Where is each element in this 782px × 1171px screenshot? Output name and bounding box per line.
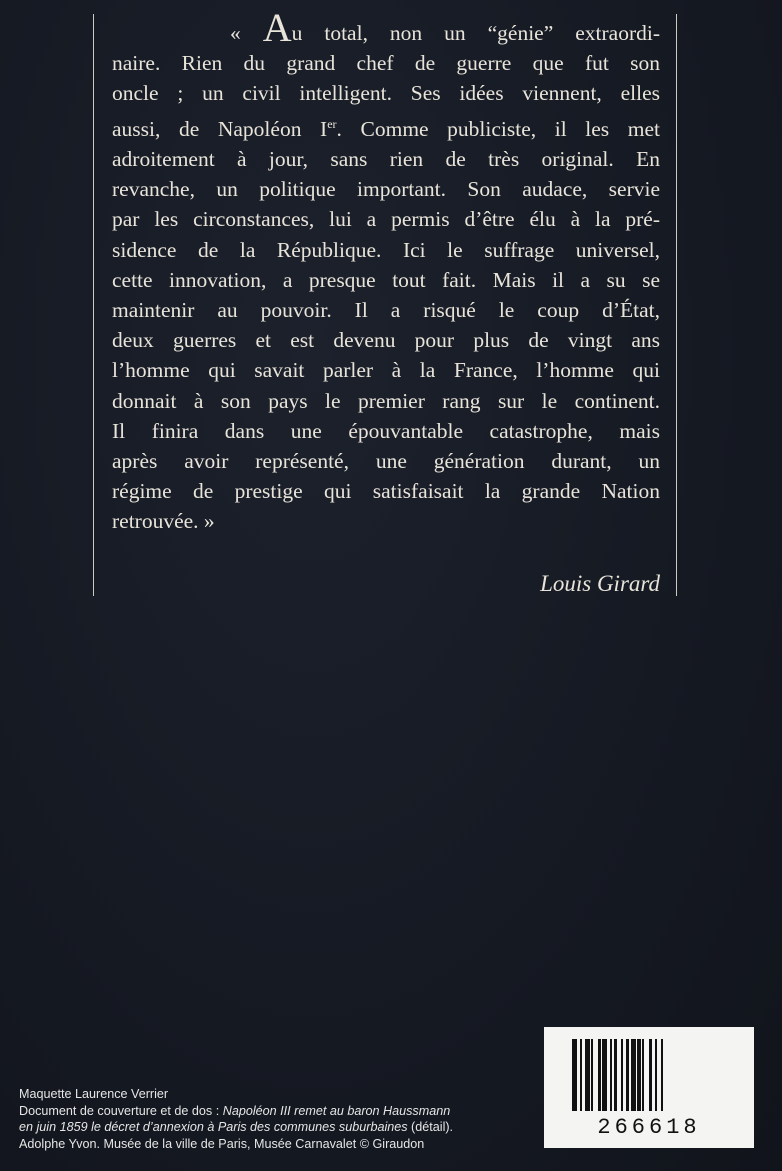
barcode-label xyxy=(544,1027,754,1148)
credits-line-2-prefix: Document de couverture et de dos : xyxy=(19,1103,223,1118)
quote-line-15: après avoir représenté, une génération durant, un xyxy=(112,449,660,473)
left-rule xyxy=(93,14,94,596)
credits-line-2-title: Napoléon III remet au baron Haussmann xyxy=(222,1103,451,1118)
quote-line-17: retrouvée. » xyxy=(112,509,215,534)
quote-line-2: naire. Rien du grand chef de guerre que fut son xyxy=(112,51,660,76)
quote-block xyxy=(112,5,661,537)
superscript-er: er xyxy=(327,116,337,131)
quote-line-4-end: . Comme publiciste, il les met xyxy=(336,116,660,141)
initial-letter: A xyxy=(262,5,292,50)
quote-line-13: donnait à son pays le premier rang sur le continent. xyxy=(112,388,660,413)
quote-line-10: maintenir au pouvoir. Il a risqué le coup d’État, xyxy=(112,297,660,322)
quote-line-1-text: u total, non un “génie” extraordi- xyxy=(291,21,661,45)
credits-line-3 xyxy=(19,1119,539,1136)
credits-line-2 xyxy=(19,1103,539,1120)
credits-line-4: Adolphe Yvon. Musée de la ville de Paris, Musée Carnavalet © Giraudon xyxy=(19,1136,425,1151)
quote-line-11: deux guerres et est devenu pour plus de vingt ans xyxy=(112,328,660,353)
credits-line-3-title: en juin 1859 le décret d’annexion à Paris des communes suburbaines xyxy=(19,1120,408,1134)
quote-line-4-start: aussi, de Napoléon I xyxy=(112,116,328,141)
barcode-stripe xyxy=(663,1039,666,1111)
quote-line-8: sidence de la République. Ici le suffrage universel, xyxy=(112,237,660,262)
quote-line-9: cette innovation, a presque tout fait. Mais il a su se xyxy=(112,267,660,292)
quote-line-6: revanche, un politique important. Son audace, servie xyxy=(112,177,660,202)
quote-author: Louis Girard xyxy=(540,571,660,596)
quote-line-16: régime de prestige qui satisfaisait la grande Nation xyxy=(112,479,660,504)
open-quote-mark: « xyxy=(230,21,241,45)
quote-line-12: l’homme qui savait parler à la France, l’homme qui xyxy=(112,358,660,383)
right-rule xyxy=(676,14,677,596)
barcode-number: 266618 xyxy=(597,1115,701,1140)
quote-line-7: par les circonstances, lui a permis d’être élu à la pré- xyxy=(112,207,660,232)
quote-line-5: adroitement à jour, sans rien de très original. En xyxy=(112,146,660,171)
quote-line-1 xyxy=(112,5,661,50)
credits-line-1: Maquette Laurence Verrier xyxy=(19,1087,169,1101)
quote-line-3: oncle ; un civil intelligent. Ses idées viennent, elles xyxy=(112,81,660,106)
credits-line-3-suffix: (détail). xyxy=(407,1120,454,1134)
cover-credits xyxy=(19,1086,539,1152)
quote-line-4 xyxy=(112,109,660,144)
quote-line-14: Il finira dans une épouvantable catastrophe, mais xyxy=(112,418,660,443)
barcode-bars xyxy=(572,1039,726,1111)
